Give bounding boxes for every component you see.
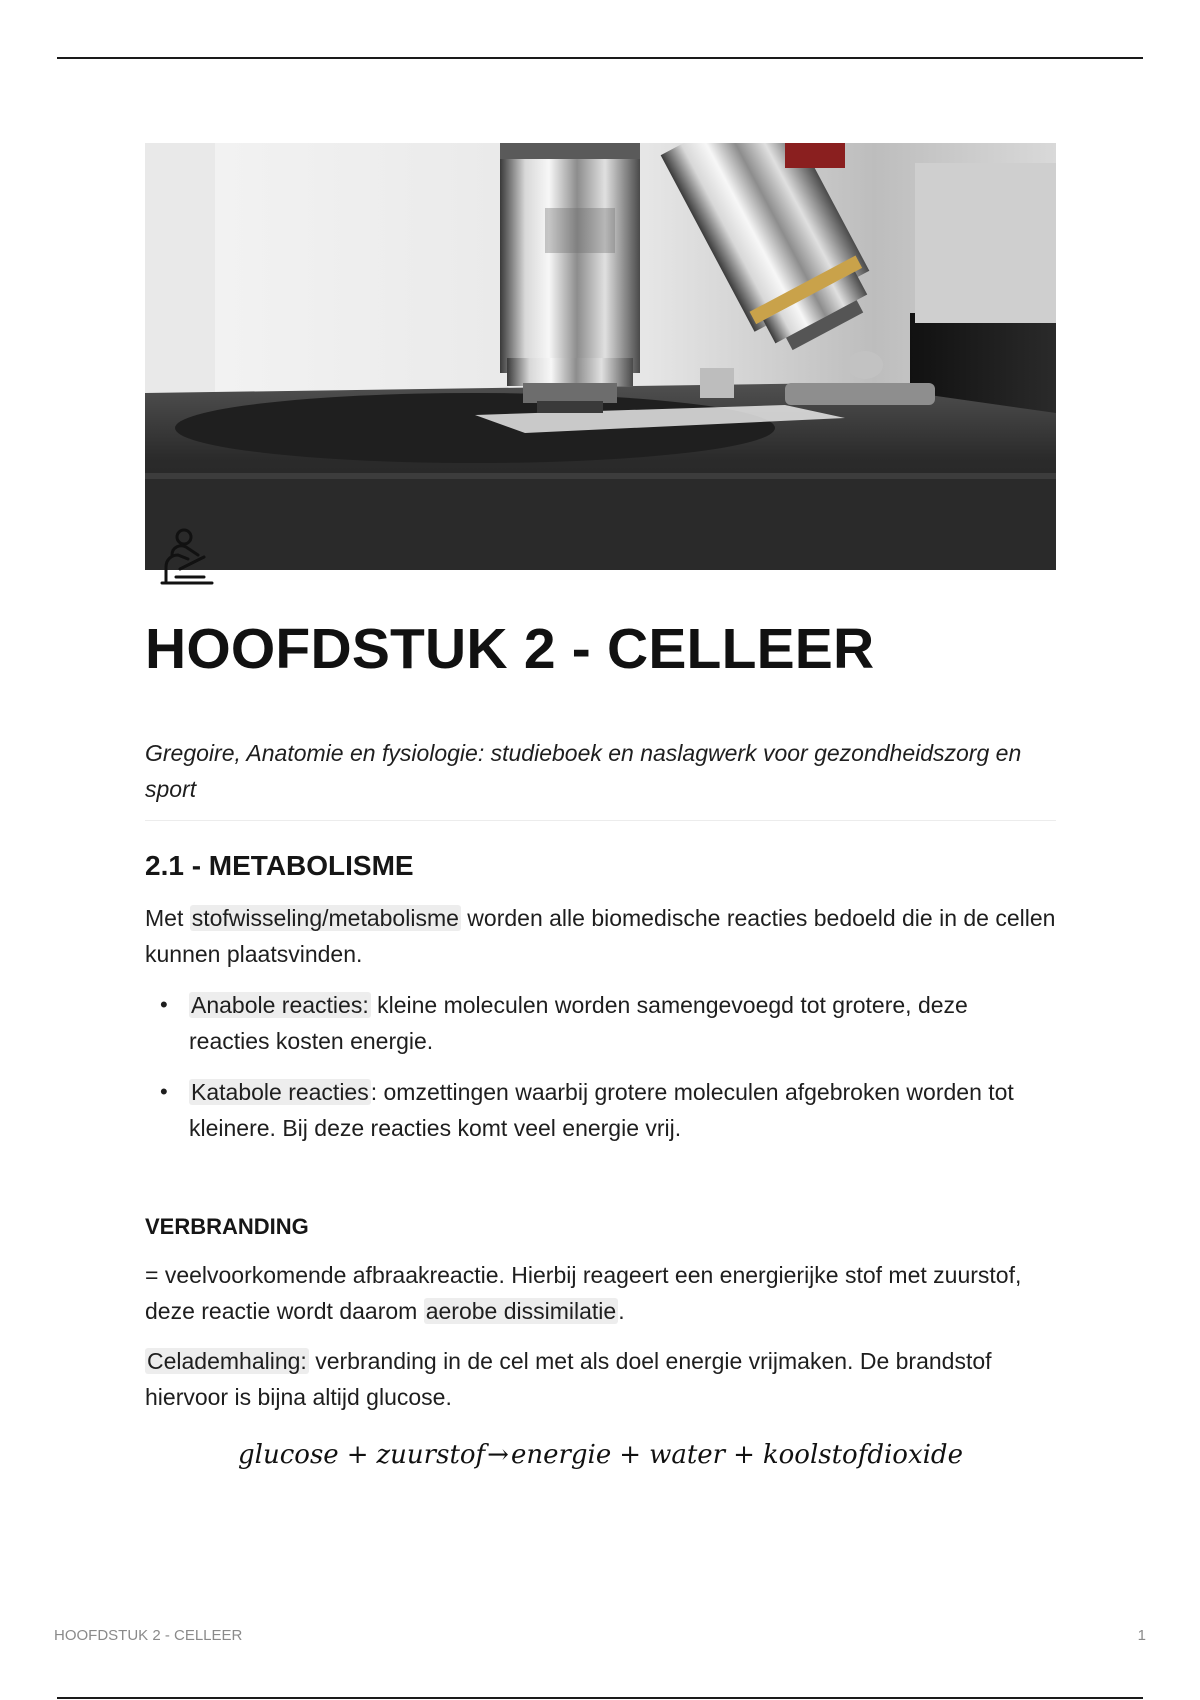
section-heading-metabolisme: 2.1 - METABOLISME: [145, 850, 414, 881]
celademhaling-text: verbranding in de cel met als doel energie vrijmaken. De brandstof hiervoor is bijna altijd glucose.: [145, 1348, 992, 1410]
cover-image: [145, 143, 1056, 570]
definition-text-after: .: [618, 1298, 625, 1324]
formula-term-energie: energie: [510, 1440, 612, 1470]
footer-title: HOOFDSTUK 2 - CELLEER: [54, 1627, 243, 1644]
formula-term-zuurstof: zuurstof: [376, 1440, 486, 1470]
anabole-text: kleine moleculen worden samengevoegd tot grotere, deze reacties kosten energie.: [189, 992, 968, 1054]
subheading-verbranding: VERBRANDING: [145, 1214, 309, 1239]
intro-text-before: Met: [145, 905, 190, 931]
reaction-types-list: [145, 987, 1025, 1161]
divider: [145, 820, 1056, 821]
formula-term-glucose: glucose: [238, 1440, 339, 1470]
bullet-dot-icon: •: [160, 1079, 168, 1104]
intro-text-after: worden alle biomedische reacties bedoeld die in de cellen kunnen plaatsvinden.: [145, 905, 1056, 967]
verbranding-definition-paragraph: [145, 1257, 1060, 1329]
formula-term-water: water: [649, 1440, 726, 1470]
list-item-katabole: [145, 1074, 1025, 1146]
bullet-dot-icon: •: [160, 992, 168, 1017]
list-item-anabole: [145, 987, 1025, 1059]
highlight-celademhaling: Celademhaling:: [147, 1348, 307, 1374]
document-subtitle: Gregoire, Anatomie en fysiologie: studieboek en naslagwerk voor gezondheidszorg en sport: [145, 740, 1022, 802]
formula-plus: +: [619, 1440, 642, 1470]
formula-arrow-icon: →: [487, 1440, 509, 1470]
highlight-anabole: Anabole reacties:: [191, 992, 369, 1018]
formula-plus: +: [733, 1440, 755, 1470]
formula-term-koolstofdioxide: koolstofdioxide: [762, 1440, 963, 1470]
footer-page-number: 1: [1137, 1627, 1146, 1644]
formula-plus: +: [346, 1440, 369, 1470]
highlight-katabole: Katabole reacties: [191, 1079, 369, 1105]
definition-text-before: = veelvoorkomende afbraakreactie. Hierbij reageert een energierijke stof met zuurstof, deze reactie wordt daarom: [145, 1262, 1022, 1324]
page-title: HOOFDSTUK 2 - CELLEER: [145, 617, 875, 681]
combustion-formula: [145, 1440, 1056, 1470]
page-bottom-rule: [57, 1697, 1143, 1699]
highlight-stofwisseling: stofwisseling/metabolisme: [191, 905, 459, 931]
highlight-aerobe-dissimilatie: aerobe dissimilatie: [425, 1298, 617, 1324]
metabolisme-intro-paragraph: [145, 900, 1060, 972]
page-top-rule: [57, 57, 1143, 59]
scientist-at-microscope-icon: [158, 525, 214, 585]
katabole-text: : omzettingen waarbij grotere moleculen afgebroken worden tot kleinere. Bij deze reacties komt veel energie vrij.: [189, 1079, 1014, 1141]
celademhaling-paragraph: [145, 1343, 1060, 1415]
